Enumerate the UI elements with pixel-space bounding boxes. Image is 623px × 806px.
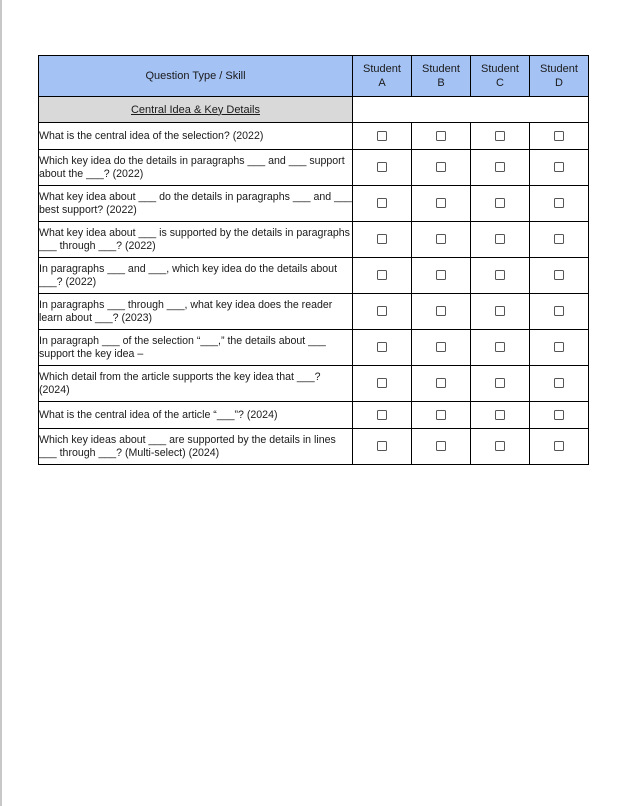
question-text: Which detail from the article supports the key idea that ___? (2024) <box>39 366 353 402</box>
student-d-checkbox[interactable] <box>554 306 564 316</box>
student-d-cell <box>530 429 589 465</box>
student-b-cell <box>412 123 471 150</box>
question-row <box>39 330 589 366</box>
student-b-checkbox[interactable] <box>436 378 446 388</box>
student-c-checkbox[interactable] <box>495 234 505 244</box>
student-a-cell <box>353 429 412 465</box>
student-c-checkbox[interactable] <box>495 441 505 451</box>
student-c-cell <box>471 330 530 366</box>
student-b-checkbox[interactable] <box>436 410 446 420</box>
student-c-cell <box>471 150 530 186</box>
student-c-cell <box>471 258 530 294</box>
student-c-checkbox[interactable] <box>495 131 505 141</box>
student-header-letter: A <box>378 77 386 89</box>
student-a-checkbox[interactable] <box>377 410 387 420</box>
student-d-cell <box>530 258 589 294</box>
student-c-checkbox[interactable] <box>495 270 505 280</box>
question-row <box>39 366 589 402</box>
question-text: What is the central idea of the selection? (2022) <box>39 123 353 150</box>
student-d-cell <box>530 222 589 258</box>
question-text: Which key idea do the details in paragraphs ___ and ___ support about the ___? (2022) <box>39 150 353 186</box>
student-c-cell <box>471 294 530 330</box>
student-header-letter: B <box>437 77 445 89</box>
student-c-header <box>471 56 530 97</box>
student-a-checkbox[interactable] <box>377 441 387 451</box>
student-c-checkbox[interactable] <box>495 410 505 420</box>
question-text: Which key ideas about ___ are supported by the details in lines ___ through ___? (Multi-select) (2024) <box>39 429 353 465</box>
student-b-checkbox[interactable] <box>436 198 446 208</box>
student-a-checkbox[interactable] <box>377 378 387 388</box>
student-b-cell <box>412 150 471 186</box>
question-row <box>39 258 589 294</box>
section-blank-cell <box>353 97 589 123</box>
student-d-cell <box>530 294 589 330</box>
student-b-cell <box>412 330 471 366</box>
question-text: In paragraphs ___ through ___, what key idea does the reader learn about ___? (2023) <box>39 294 353 330</box>
student-b-checkbox[interactable] <box>436 162 446 172</box>
student-d-checkbox[interactable] <box>554 198 564 208</box>
student-b-cell <box>412 366 471 402</box>
student-d-checkbox[interactable] <box>554 378 564 388</box>
question-row <box>39 294 589 330</box>
student-c-checkbox[interactable] <box>495 378 505 388</box>
student-d-checkbox[interactable] <box>554 270 564 280</box>
section-title-cell <box>39 97 353 123</box>
student-a-cell <box>353 186 412 222</box>
header-row <box>39 56 589 97</box>
student-a-checkbox[interactable] <box>377 198 387 208</box>
student-c-cell <box>471 222 530 258</box>
student-a-cell <box>353 123 412 150</box>
student-header-letter: C <box>496 77 504 89</box>
student-b-checkbox[interactable] <box>436 234 446 244</box>
student-a-cell <box>353 330 412 366</box>
student-b-checkbox[interactable] <box>436 270 446 280</box>
student-a-cell <box>353 258 412 294</box>
student-b-header <box>412 56 471 97</box>
student-a-checkbox[interactable] <box>377 270 387 280</box>
student-header-letter: D <box>555 77 563 89</box>
student-b-cell <box>412 258 471 294</box>
student-a-checkbox[interactable] <box>377 162 387 172</box>
question-text: What key idea about ___ do the details in paragraphs ___ and ___ best support? (2022) <box>39 186 353 222</box>
student-b-checkbox[interactable] <box>436 131 446 141</box>
student-b-cell <box>412 429 471 465</box>
student-header-label: Student <box>540 63 578 75</box>
question-row <box>39 186 589 222</box>
student-b-checkbox[interactable] <box>436 306 446 316</box>
student-b-cell <box>412 186 471 222</box>
page-edge <box>0 0 2 806</box>
student-d-checkbox[interactable] <box>554 441 564 451</box>
student-header-label: Student <box>422 63 460 75</box>
student-a-checkbox[interactable] <box>377 131 387 141</box>
skills-checklist-table <box>38 55 589 465</box>
question-text: What is the central idea of the article “___”? (2024) <box>39 402 353 429</box>
student-d-checkbox[interactable] <box>554 131 564 141</box>
student-a-checkbox[interactable] <box>377 306 387 316</box>
student-header-label: Student <box>363 63 401 75</box>
student-a-cell <box>353 150 412 186</box>
student-b-cell <box>412 402 471 429</box>
student-c-checkbox[interactable] <box>495 162 505 172</box>
student-d-checkbox[interactable] <box>554 410 564 420</box>
student-d-cell <box>530 123 589 150</box>
student-b-cell <box>412 294 471 330</box>
student-b-checkbox[interactable] <box>436 441 446 451</box>
question-text: In paragraphs ___ and ___, which key idea do the details about ___? (2022) <box>39 258 353 294</box>
student-a-cell <box>353 366 412 402</box>
student-d-checkbox[interactable] <box>554 162 564 172</box>
question-text: In paragraph ___ of the selection “___,” the details about ___ support the key idea – <box>39 330 353 366</box>
student-a-header <box>353 56 412 97</box>
student-b-checkbox[interactable] <box>436 342 446 352</box>
student-d-checkbox[interactable] <box>554 234 564 244</box>
student-c-checkbox[interactable] <box>495 342 505 352</box>
question-type-header: Question Type / Skill <box>39 56 353 97</box>
question-text: What key idea about ___ is supported by the details in paragraphs ___ through ___? (2022) <box>39 222 353 258</box>
student-a-cell <box>353 294 412 330</box>
student-d-cell <box>530 150 589 186</box>
question-row <box>39 429 589 465</box>
question-row <box>39 222 589 258</box>
student-header-label: Student <box>481 63 519 75</box>
student-d-cell <box>530 186 589 222</box>
student-c-cell <box>471 123 530 150</box>
student-a-cell <box>353 402 412 429</box>
student-a-cell <box>353 222 412 258</box>
student-b-cell <box>412 222 471 258</box>
student-c-cell <box>471 186 530 222</box>
student-d-checkbox[interactable] <box>554 342 564 352</box>
student-c-cell <box>471 429 530 465</box>
section-row <box>39 97 589 123</box>
student-d-cell <box>530 366 589 402</box>
student-c-cell <box>471 402 530 429</box>
student-c-cell <box>471 366 530 402</box>
student-c-checkbox[interactable] <box>495 198 505 208</box>
question-row <box>39 123 589 150</box>
question-row <box>39 402 589 429</box>
student-d-cell <box>530 402 589 429</box>
student-d-header <box>530 56 589 97</box>
section-title: Central Idea & Key Details <box>130 103 260 116</box>
question-row <box>39 150 589 186</box>
student-d-cell <box>530 330 589 366</box>
student-c-checkbox[interactable] <box>495 306 505 316</box>
student-a-checkbox[interactable] <box>377 234 387 244</box>
student-a-checkbox[interactable] <box>377 342 387 352</box>
